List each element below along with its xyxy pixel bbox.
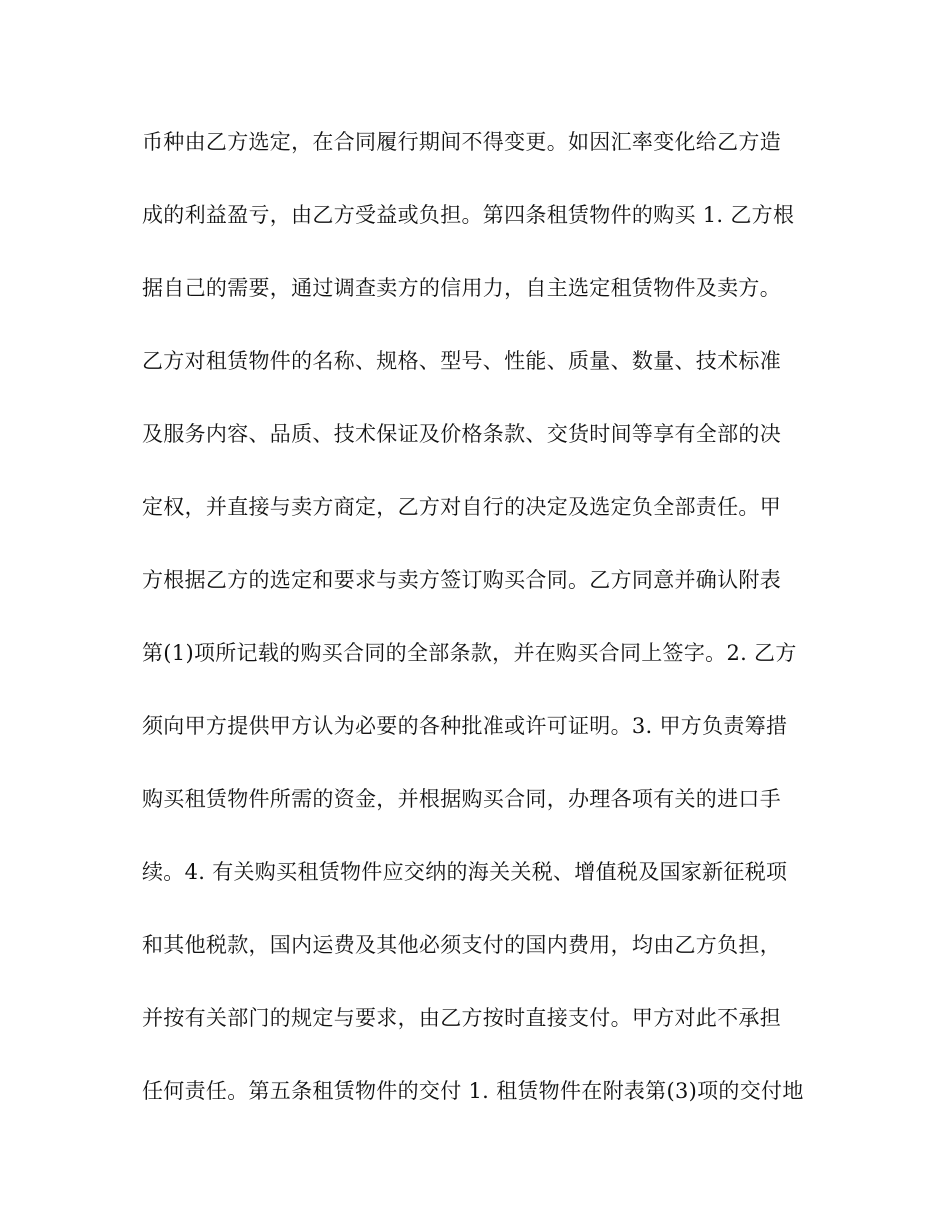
text-line: 币种由乙方选定，在合同履行期间不得变更。如因汇率变化给乙方造 [142,130,781,154]
text-line: 和其他税款，国内运费及其他必须支付的国内费用，均由乙方负担， [142,933,781,957]
text-line: 续。4. 有关购买租赁物件应交纳的海关关税、增值税及国家新征税项 [142,860,788,884]
text-line: 及服务内容、品质、技术保证及价格条款、交货时间等享有全部的决 [142,422,781,446]
text-line: 任何责任。第五条租赁物件的交付 1. 租赁物件在附表第(3)项的交付地 [142,1079,804,1103]
text-line: 须向甲方提供甲方认为必要的各种批准或许可证明。3. 甲方负责筹措 [142,714,788,738]
text-line: 购买租赁物件所需的资金，并根据购买合同，办理各项有关的进口手 [142,787,781,811]
text-line: 乙方对租赁物件的名称、规格、型号、性能、质量、数量、技术标准 [142,349,781,373]
text-line: 据自己的需要，通过调查卖方的信用力，自主选定租赁物件及卖方。 [142,276,781,300]
body-text [142,122,822,1144]
text-line: 定权，并直接与卖方商定，乙方对自行的决定及选定负全部责任。甲 [142,495,781,519]
text-line: 方根据乙方的选定和要求与卖方签订购买合同。乙方同意并确认附表 [142,568,781,592]
text-line: 并按有关部门的规定与要求，由乙方按时直接支付。甲方对此不承担 [142,1006,781,1030]
text-line: 第(1)项所记载的购买合同的全部条款，并在购买合同上签字。2. 乙方 [142,641,797,665]
text-line: 成的利益盈亏，由乙方受益或负担。第四条租赁物件的购买 1. 乙方根 [142,203,795,227]
